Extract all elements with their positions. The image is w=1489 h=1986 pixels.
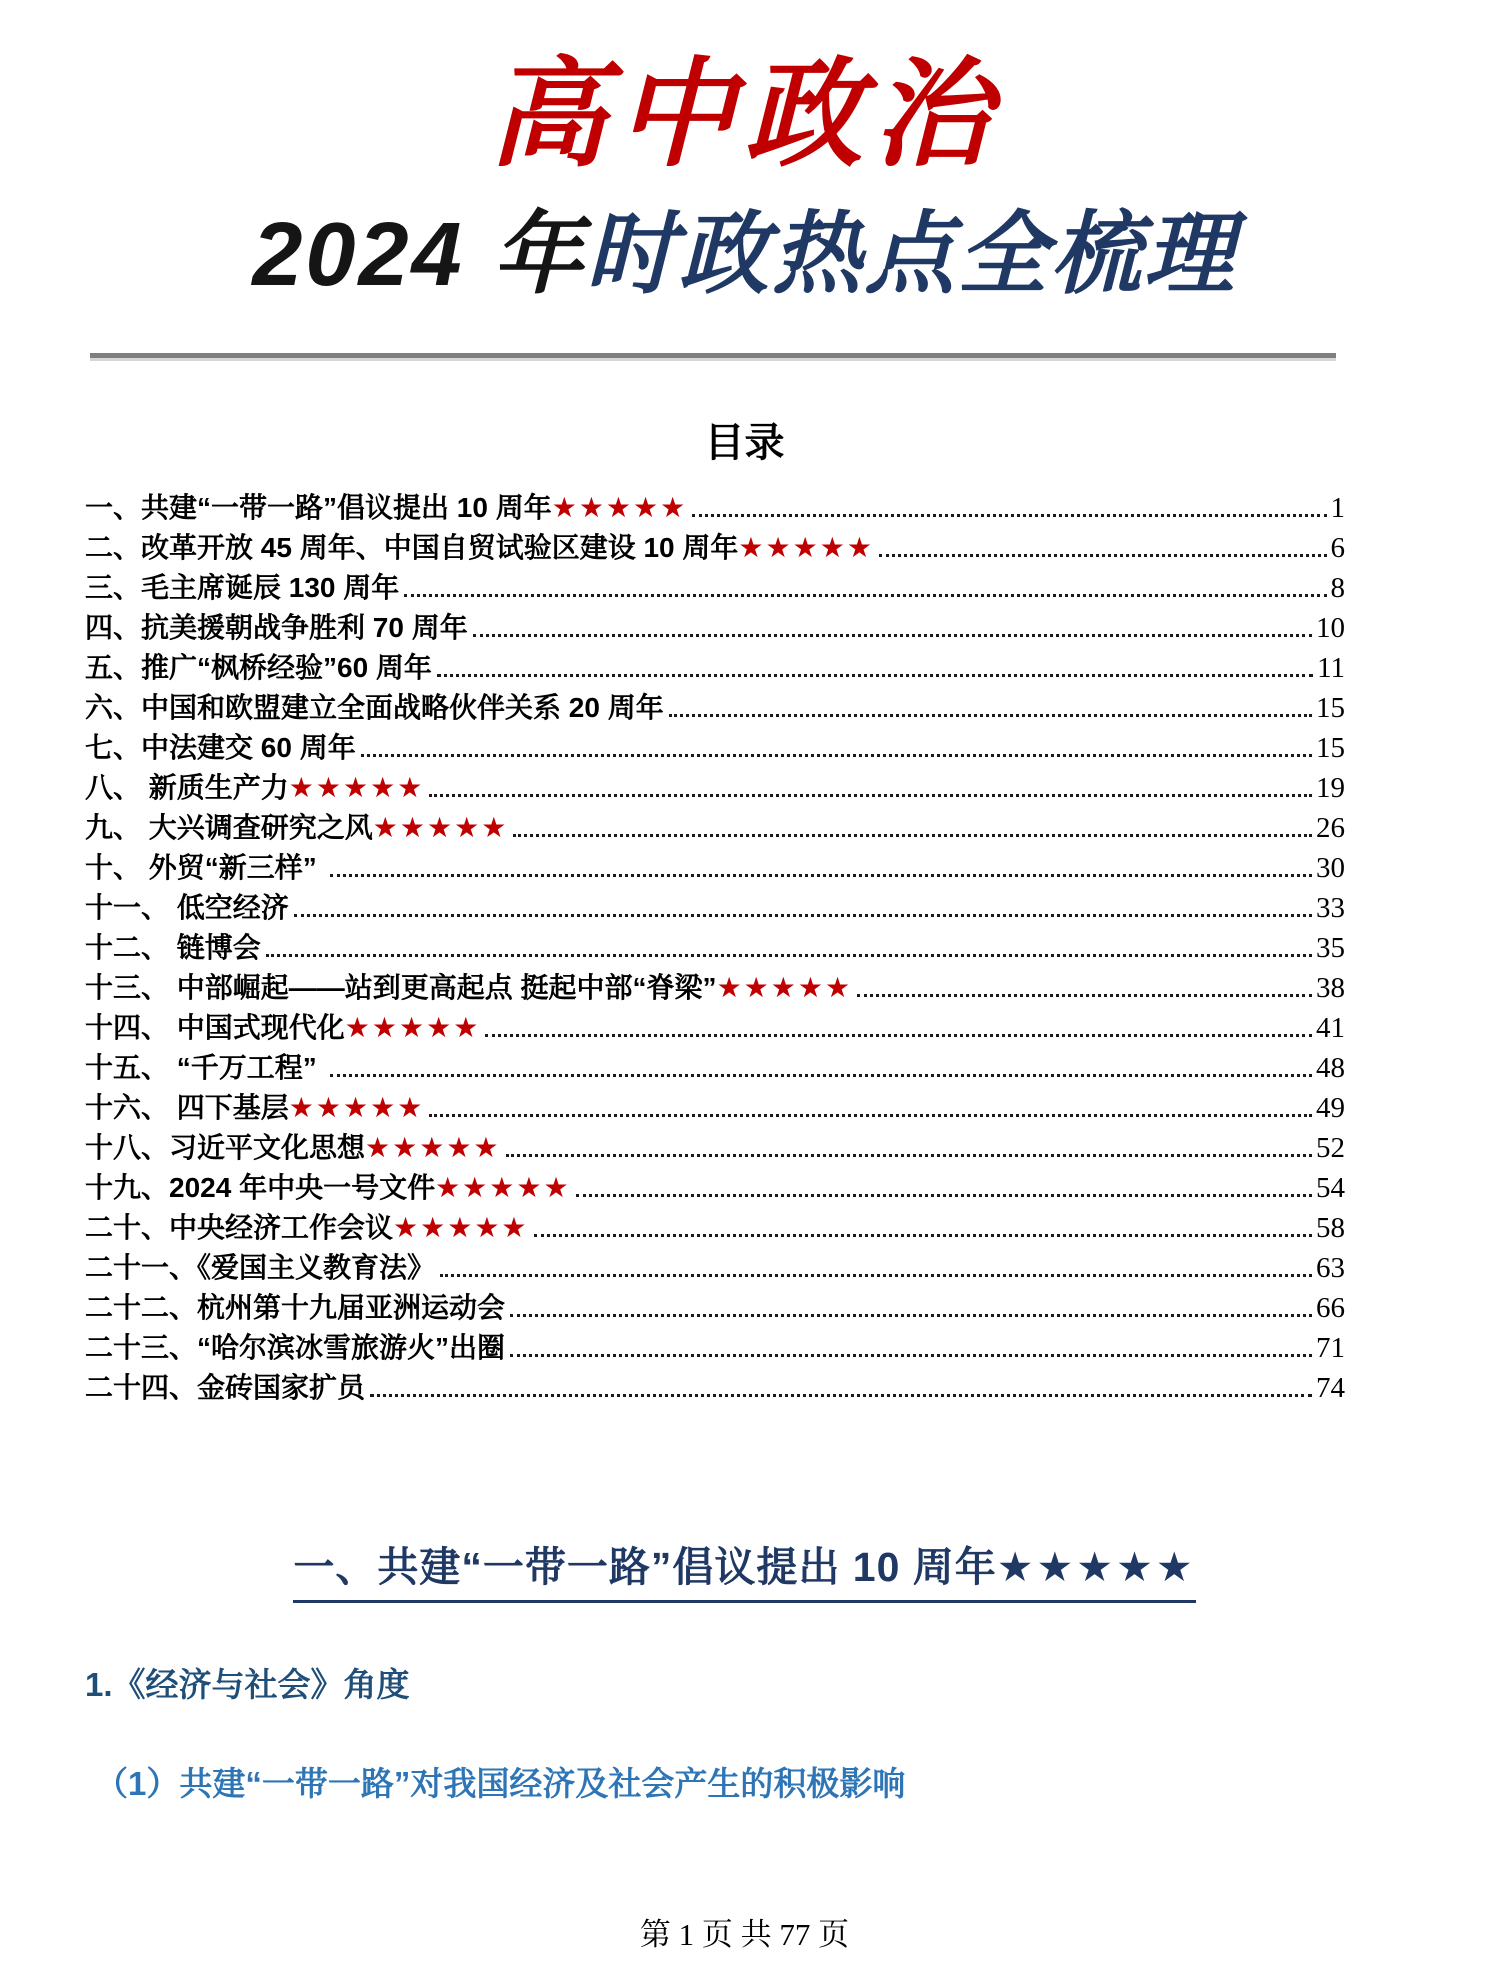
toc-entry-page-number: 49 <box>1316 1092 1345 1124</box>
toc-entry-label: 十六、 四下基层★★★★★ <box>85 1092 425 1123</box>
toc-entry[interactable] <box>85 806 1345 846</box>
toc-entry-page-number: 6 <box>1330 532 1345 564</box>
toc-entry-label: 二十四、金砖国家扩员 <box>85 1372 366 1403</box>
dotted-leader <box>404 594 1326 597</box>
page-footer: 第 1 页 共 77 页 <box>639 1917 850 1952</box>
dotted-leader <box>361 754 1312 757</box>
dotted-leader <box>857 994 1312 997</box>
dotted-leader <box>370 1394 1312 1397</box>
horizontal-rule <box>90 353 1336 361</box>
dotted-leader <box>437 674 1313 677</box>
toc-entry-label: 二十一、《爱国主义教育法》 <box>85 1252 436 1283</box>
dotted-leader <box>473 634 1312 637</box>
dotted-leader <box>513 834 1312 837</box>
dotted-leader <box>330 1074 1312 1077</box>
toc-entry-page-number: 19 <box>1316 772 1345 804</box>
dotted-leader <box>510 1354 1312 1357</box>
toc-entry[interactable] <box>85 1326 1345 1366</box>
toc-entry-stars: ★★★★★ <box>288 772 425 803</box>
dotted-leader <box>429 794 1312 797</box>
toc-entry[interactable] <box>85 646 1345 686</box>
toc-entry[interactable] <box>85 1046 1345 1086</box>
toc-entry-label: 十五、 “千万工程” <box>85 1052 325 1083</box>
toc-entry-label: 十三、 中部崛起——站到更高起点 挺起中部“脊梁”★★★★★ <box>85 972 853 1003</box>
toc-entry-page-number: 54 <box>1316 1172 1345 1204</box>
toc-entry-stars: ★★★★★ <box>716 972 853 1003</box>
section-heading-text: 一、共建“一带一路”倡议提出 10 周年 <box>293 1544 997 1590</box>
toc-entry[interactable] <box>85 606 1345 646</box>
toc-entry-page-number: 26 <box>1316 812 1345 844</box>
toc-entry[interactable] <box>85 1206 1345 1246</box>
toc-entry-label: 十四、 中国式现代化★★★★★ <box>85 1012 481 1043</box>
toc-entry-label: 二十三、“哈尔滨冰雪旅游火”出圈 <box>85 1332 506 1363</box>
toc-entry[interactable] <box>85 526 1345 566</box>
toc-entry-label: 三、毛主席诞辰 130 周年 <box>85 572 400 603</box>
toc-entry-page-number: 48 <box>1316 1052 1345 1084</box>
toc-entry-label: 七、中法建交 60 周年 <box>85 732 356 763</box>
doc-subtitle-year: 2024 年 <box>252 204 586 305</box>
toc-entry[interactable] <box>85 966 1345 1006</box>
dotted-leader <box>266 954 1312 957</box>
toc-entry-label: 九、 大兴调查研究之风★★★★★ <box>85 812 509 843</box>
toc-entry[interactable] <box>85 1246 1345 1286</box>
toc-entry-page-number: 41 <box>1316 1012 1345 1044</box>
toc-entry-page-number: 66 <box>1316 1292 1345 1324</box>
toc-entry-stars: ★★★★★ <box>344 1012 481 1043</box>
toc-entry-label: 二十、中央经济工作会议★★★★★ <box>85 1212 529 1243</box>
toc-entry-page-number: 8 <box>1330 572 1345 604</box>
toc-entry-label: 二、改革开放 45 周年、中国自贸试验区建设 10 周年★★★★★ <box>85 532 874 563</box>
toc-entry[interactable] <box>85 726 1345 766</box>
toc-entry-page-number: 63 <box>1316 1252 1345 1284</box>
toc-entry-label: 一、共建“一带一路”倡议提出 10 周年★★★★★ <box>85 492 688 523</box>
toc-entry-page-number: 74 <box>1316 1372 1345 1404</box>
toc-entry[interactable] <box>85 566 1345 606</box>
toc-entry-stars: ★★★★★ <box>393 1212 529 1243</box>
toc-entry-stars: ★★★★★ <box>551 492 688 523</box>
toc-entry[interactable] <box>85 1006 1345 1046</box>
dotted-leader <box>330 874 1312 877</box>
toc-entry-label: 十一、 低空经济 <box>85 892 289 923</box>
toc-entry[interactable] <box>85 1286 1345 1326</box>
section-heading-wrap <box>0 1534 1489 1603</box>
toc-entry-label: 十八、习近平文化思想★★★★★ <box>85 1132 501 1163</box>
dotted-leader <box>440 1274 1312 1277</box>
toc-entry[interactable] <box>85 926 1345 966</box>
doc-subtitle <box>0 204 1489 308</box>
toc-entry[interactable] <box>85 1086 1345 1126</box>
toc-entry[interactable] <box>85 886 1345 926</box>
dotted-leader <box>692 514 1326 517</box>
section-heading-stars: ★★★★★ <box>996 1544 1196 1590</box>
toc-entry-stars: ★★★★★ <box>372 812 509 843</box>
toc-entry-label: 十九、2024 年中央一号文件★★★★★ <box>85 1172 571 1203</box>
toc-entry-page-number: 58 <box>1316 1212 1345 1244</box>
toc-entry[interactable] <box>85 1126 1345 1166</box>
toc-entry-page-number: 15 <box>1316 692 1345 724</box>
toc-list <box>85 486 1345 1406</box>
toc-entry[interactable] <box>85 1366 1345 1406</box>
toc-entry-page-number: 71 <box>1316 1332 1345 1364</box>
toc-entry-page-number: 15 <box>1316 732 1345 764</box>
doc-subtitle-text: 时政热点全梳理 <box>585 204 1237 305</box>
dotted-leader <box>506 1154 1312 1157</box>
toc-heading: 目录 <box>704 421 785 465</box>
toc-entry-page-number: 30 <box>1316 852 1345 884</box>
dotted-leader <box>576 1194 1312 1197</box>
toc-entry-label: 五、推广“枫桥经验”60 周年 <box>85 652 432 683</box>
toc-entry-label: 六、中国和欧盟建立全面战略伙伴关系 20 周年 <box>85 692 664 723</box>
subsection-1-title: 1.《经济与社会》角度 <box>85 1666 410 1703</box>
toc-entry-page-number: 35 <box>1316 932 1345 964</box>
dotted-leader <box>294 914 1312 917</box>
toc-entry-page-number: 38 <box>1316 972 1345 1004</box>
toc-entry-label: 八、 新质生产力★★★★★ <box>85 772 425 803</box>
toc-entry-stars: ★★★★★ <box>365 1132 501 1163</box>
section-heading <box>293 1534 1195 1603</box>
toc-entry-stars: ★★★★★ <box>288 1092 425 1123</box>
dotted-leader <box>534 1234 1312 1237</box>
toc-entry-page-number: 1 <box>1330 492 1345 524</box>
toc-entry[interactable] <box>85 1166 1345 1206</box>
toc-entry-label: 二十二、杭州第十九届亚洲运动会 <box>85 1292 506 1323</box>
toc-entry[interactable] <box>85 766 1345 806</box>
dotted-leader <box>669 714 1312 717</box>
dotted-leader <box>429 1114 1312 1117</box>
doc-title: 高中政治 <box>488 50 1001 181</box>
toc-entry-stars: ★★★★★ <box>738 532 874 563</box>
dotted-leader <box>879 554 1327 557</box>
dotted-leader <box>510 1314 1312 1317</box>
dotted-leader <box>485 1034 1312 1037</box>
toc-entry-stars: ★★★★★ <box>435 1172 571 1203</box>
toc-entry[interactable] <box>85 846 1345 886</box>
subsection-1-1-title: （1）共建“一带一路”对我国经济及社会产生的积极影响 <box>95 1765 906 1802</box>
toc-entry-page-number: 52 <box>1316 1132 1345 1164</box>
toc-entry-label: 四、抗美援朝战争胜利 70 周年 <box>85 612 468 643</box>
toc-entry-label: 十二、 链博会 <box>85 932 261 963</box>
toc-entry-page-number: 33 <box>1316 892 1345 924</box>
toc-entry-page-number: 10 <box>1316 612 1345 644</box>
toc-entry[interactable] <box>85 486 1345 526</box>
toc-entry-page-number: 11 <box>1317 652 1345 684</box>
toc-entry[interactable] <box>85 686 1345 726</box>
toc-entry-label: 十、 外贸“新三样” <box>85 852 325 883</box>
